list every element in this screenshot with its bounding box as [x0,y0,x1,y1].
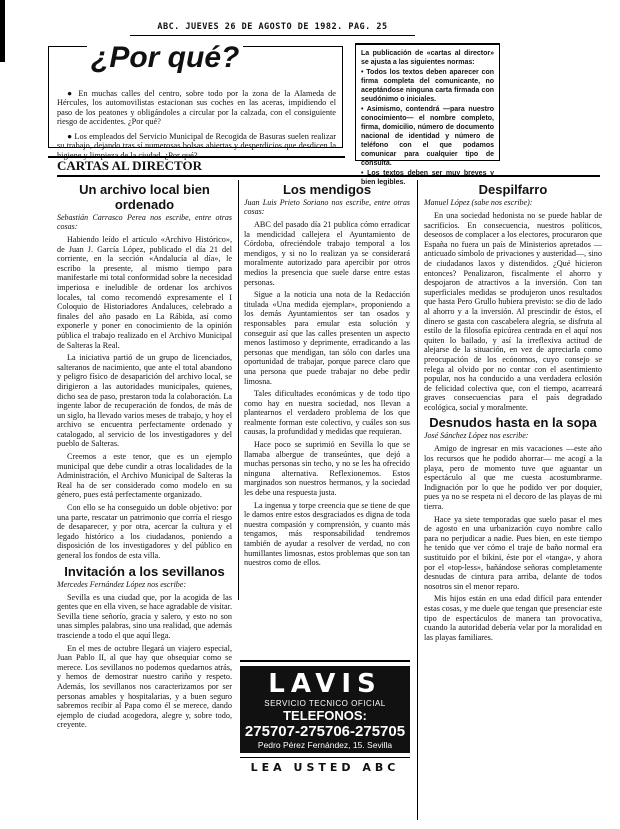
ad-tel-label: TELEFONOS: [283,708,367,723]
letter-title: Invitación a los sevillanos [64,563,225,579]
ad-phone-numbers: 275707-275706-275705 [244,723,406,740]
rule-item: • Todos los textos deben aparecer con firma completa del comunicante, no aceptándose ninguna carta firmada con seudónimo o iniciales. [361,69,494,103]
paragraph: Habiendo leído el artículo «Archivo Histórico», de Juan J. García López, publicado el día 21 del corriente, en la sección «Andalucía al día», le escribo la presente, al mismo tiempo para manifestarle mi total conformidad sobre la necesidad imperiosa e ineludible de ordenar los archivos locales, tal como recomendó expresamente el I Coloquio de Historiadores Andaluces, celebrado a finales del año pasado en La Rábida, así como exponerle y poner en conocimiento de la opinión pública el trabajo realizado en el Archivo Municipal de Salteras la Real. [57,235,232,350]
paragraph: Hace ya siete temporadas que suelo pasar el mes de agosto en una urbanización cuyo nombre callo para no perjudicar a nadie. Pues bien, en este tiempo he tenido que ver cómo el traje de baño normal era sustituido por el bikini, éste por el «tanga», y ahora por el «top-less», bañándose señoras completamente desnudas de cintura para arriba, delante de todos nosotros sin el menor reparo. [424,514,602,591]
ad-address: Pedro Pérez Fernández, 15. Sevilla [257,740,393,750]
letter-title: Despilfarro [478,182,548,197]
letter-byline: Mercedes Fernández López nos escribe: [57,579,187,589]
letter-title: Un archivo local bien ordenado [79,182,210,212]
rule-item: • Asimismo, contendrá —para nuestro conocimiento— el nombre completo, firma, domicilio, número de documento nacional de identidad y número de teléfono con el que podamos comunicar para cualquier tipo de consulta. [361,106,494,167]
paragraph: Mis hijos están en una edad difícil para entender estas cosas, y me duele que tengan que presenciar este tipo de espectáculos de manera tan provocativa, cuando la autoridad debería velar por la moralidad en las playas familiares. [424,594,602,642]
por-que-box [48,41,343,160]
rule-intro: La publicación de «cartas al director» se ajusta a las siguientes normas: [361,50,494,66]
rule-item: • Los textos deben ser muy breves y bien legibles. [361,170,494,186]
paragraph: Hace poco se suprimió en Sevilla lo que se llamaba albergue de transeúntes, que dejó a muchas personas sin techo, y no se les ha ofrecido ninguna alternativa. Reflexionemos. Estos marginados son nuestros hermanos, y la sociedad les debe una respuesta justa. [244,440,410,498]
letters-rules-box [355,43,500,186]
paragraph: Con ello se ha conseguido un doble objetivo: por una parte, rescatar un patrimonio que corría el riesgo de desaparecer, y por otra, acercar la cultura y el legado histórico a los ciudadanos, poniendo a disposición de los investigadores y del público en general los fondos de esta villa. [57,503,232,560]
paragraph: Sevilla es una ciudad que, por la acogida de las gentes que en ella viven, se hace agradable de visitar. Sevilla tiene señorío, gracia y salero, y esto no son unas simples palabras, sino una realidad, que además trasciende a todo el que aquí llega. [57,592,232,640]
column-2 [238,180,410,600]
column-3 [417,180,602,820]
paragraph: Sigue a la noticia una nota de la Redacción titulada «Una medida ejemplar», proponiendo a los demás Ayuntamientos ser tan osados y responsables para emular esta solución y conseguir así que las calles presenten un aspecto menos lastimoso y deprimente, erradicando a las personas que mendigan, tan sólo con darles una oportunidad de trabajar, porque parece claro que una persona que puede trabajar no debe pedir limosna. [244,290,410,386]
letter-title: Desnudos hasta en la sopa [429,415,597,431]
paragraph: Amigo de ingresar en mis vacaciones —este año los recursos que he podido ahorrar— me acogí a la playa, pero de momento tuve que aguantar un espectáculo al que me cuesta acostumbrarme. Indignación por lo que he podido ver por doquier, pues ya no se respeta ni el decoro de las playas de mi tierra. [424,444,602,512]
paragraph: La iniciativa partió de un grupo de licenciados, salteranos de nacimiento, que ante el total abandono y peligro físico de desaparición del archivo local, se dirigieron a las autoridades municipales, quienes, dicho sea de paso, prestaron toda la colaboración. La ingente labor de recuperación de fondos, de más de un siglo, ha llevado varios meses de trabajo, y hoy el archivo se encuentra perfectamente ordenado y catalogado, al servicio de los investigadores y del pueblo de Salteras. [57,353,232,449]
letter-title: Los mendigos [282,182,372,197]
paragraph: Creemos a este tenor, que es un ejemplo municipal que debe cundir a otras localidades de la Administración, el Archivo Municipal de Salteras la Real ha de ser considerado como modelo en su género, pues está perfectamente organizado. [57,452,232,500]
page-edge [0,0,5,62]
ad-service: SERVICIO TECNICO OFICIAL [264,699,386,708]
por-que-item: ● En muchas calles del centro, sobre todo por la zona de la Alameda de Hércules, los automovilistas estacionan sus coches en las aceras, impidiendo el paso de los peatones y obligándoles a circular por la calzada, con el consiguiente riesgo de accidentes. ¿Por qué? [57,89,336,126]
column-1 [57,180,232,820]
paragraph: Tales dificultades económicas y de todo tipo como hay en nuestra sociedad, nos llevan a plantearnos el verdadero problema de los que realmente forman este colectivo, y cuáles son sus causas, la profundidad y medidas que requieran. [244,389,410,437]
ad-brand: LAVIS [268,669,382,699]
footer-ad: LEA USTED ABC [240,757,410,774]
page-header: ABC. JUEVES 26 DE AGOSTO DE 1982. PAG. 25 [130,22,415,36]
paragraph: La ingenua y torpe creencia que se tiene de que le damos entre estos desgraciados es digna de toda nuestra compasión y comprensión, y cuanto más tengamos, más responsabilidad tendremos también de ayudar a resolver de verdad, no con humillantes limosnas, estos problemas que son tan nuestros como de ellos. [244,500,410,568]
paragraph: En una sociedad hedonista no se puede hablar de sacrificios. En consecuencia, nuestros políticos, deseosos de complacer a los electores, procuraron que España no fuera un país de Ministerios apretados —anticuado símbolo de privaciones y austeridad—, sino de ciudadanos laxos y distendidos. ¿Qué hicieron entonces? Penalizaron, fiscalmente el ahorro y despojaron de atractivos a la inversión. Con tan superficiales medidas se produjeron unos resultados que hasta Pero Grullo hubiera previsto: se dio de lado al ahorro y a la inversión. Al prescindir de éstos, el dinero se gasta con cascabelera alegría, se disfruta al estilo de la filosofía epicúrea centrada en el aquí nos quiten lo bailado, y así la irreflexiva actitud de alejarse de la situación, en vez de apreciarla como preocupación de los ecónomos, cuyo consejo se relega al olvido por no contar con el asentimiento popular, nos ha conducido a una verdadera eclosión de felicidad colectiva que, con el tiempo, acarreará graves consecuencias para el país degradado ecológica, social y moralmente. [424,211,602,412]
por-que-item: ● Los empleados del Servicio Municipal de Recogida de Basuras suelen realizar su trabajo, dejando tras sí numerosas bolsas abiertas y desperdicios que desdicen la higiene y limpieza de la ciudad. ¿Por qué? [57,132,336,160]
letter-byline: Manuel López (sabe nos escribe): [424,198,533,207]
letter-byline: Juan Luis Prieto Soriano nos escribe, entre otras cosas: [244,198,410,216]
letter-byline: Sebastián Carrasco Perea nos escribe, entre otras cosas: [57,213,232,231]
lavis-advertisement [240,660,410,774]
section-title: CARTAS AL DIRECTOR [57,158,600,177]
letter-byline: José Sánchez López nos escribe: [424,431,529,441]
paragraph: En el mes de octubre llegará un viajero especial, Juan Pablo II, al que hay que obsequiar como se merece. Los sevillanos no podemos quedarnos atrás, y hemos de demostrar nuestro cariño y respeto. Además, los sevillanos nos caracterizamos por ser personas amables y hospitalarias, y a buen seguro sabremos recibir al Papa como él se merece, dando ejemplo de ciudad acogedora, alegre y, sobre todo, creyente. [57,643,232,730]
por-que-title: ¿Por qué? [87,41,243,75]
paragraph: ABC del pasado día 21 publica cómo erradicar la mendicidad callejera el Ayuntamiento de Córdoba, ofreciéndole trabajo temporal a los mendigos, y si no lo realizan ya se considerará moralmente autorizado para apercibir por otros medios la presencia que suele darse entre estas personas. [244,220,410,287]
